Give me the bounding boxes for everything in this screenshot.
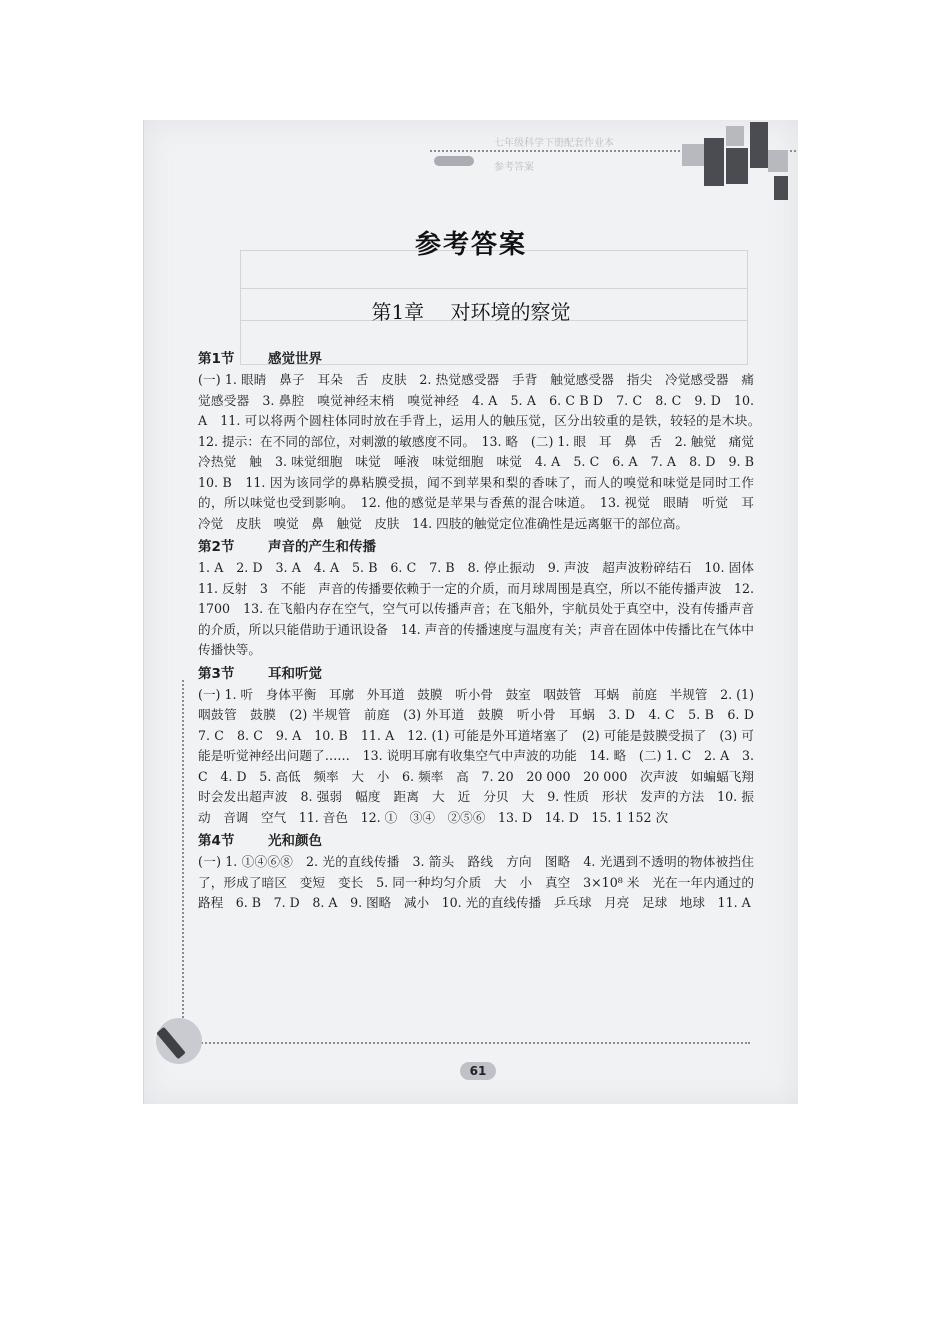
bleed-line [240, 288, 748, 289]
section-name: 耳和听觉 [268, 665, 322, 682]
section-number: 第4节 [198, 833, 235, 849]
section-answers-1: (一) 1. 眼睛 鼻子 耳朵 舌 皮肤 2. 热觉感受器 手背 触觉感受器 指尖 冷觉感受器 痛觉感受器 3. 鼻腔 嗅觉神经末梢 嗅觉神经 4. A 5. A 6. C B D 7. C 8. C 9. D 10. A 11. 可以将两个圆柱体同时放在手背上，运用人的触压觉，区分出较重的是铁，较轻的是木块。 12. 提示：在不同的部位，对刺激的敏感度不同。 13. 略 (二) 1. 眼 耳 鼻 舌 2. 触觉 痛觉 冷热觉 触 3. 味觉细胞 味觉 唾液 味觉细胞 味觉 4. A 5. C 6. A 7. A 8. D 9. B 10. B 11. 因为该同学的鼻粘膜受损，闻不到苹果和梨的香味了，而人的嗅觉和味觉是同时工作的，所以味觉也受到影响。 12. 他的感觉是苹果与香蕉的混合味道。 13. 视觉 眼睛 听觉 耳 冷觉 皮肤 嗅觉 鼻 触觉 皮肤 14. 四肢的触觉定位准确性是远离躯干的部位高。 [198, 372, 767, 531]
section-name: 光和颜色 [268, 833, 322, 849]
section-heading-3 [198, 663, 754, 685]
page-number: 61 [460, 1062, 496, 1080]
header-block-ornament [678, 120, 798, 210]
chapter-heading [144, 296, 798, 325]
header-faint-text-2: 参考答案 [494, 162, 534, 173]
section-name: 感觉世界 [268, 351, 322, 367]
footer-dotted-vertical [182, 680, 184, 1042]
scanned-page [143, 120, 798, 1104]
chapter-name: 对环境的察觉 [450, 300, 571, 324]
section-name: 声音的产生和传播 [268, 539, 376, 555]
section-answers-4: (一) 1. ①④⑥⑧ 2. 光的直线传播 3. 箭头 路线 方向 图略 4. 光遇到不透明的物体被挡住了，形成了暗区 变短 变长 5. 同一种均匀介质 大 小 真空 3×10⁸ 米 光在一年内通过的路程 6. B 7. D 8. A 9. 图略 减小 10. 光的直线传播 乒乓球 月亮 足球 地球 11. A [198, 854, 754, 910]
header-faint-text-1: 七年级科学下册配套作业本 [494, 138, 614, 149]
section-heading-4 [198, 830, 754, 852]
section-answers-3: (一) 1. 听 身体平衡 耳廓 外耳道 鼓膜 听小骨 鼓室 咽鼓管 耳蜗 前庭 半规管 2. (1) 咽鼓管 鼓膜 (2) 半规管 前庭 (3) 外耳道 鼓膜 听小骨 耳蜗 3. D 4. C 5. B 6. D 7. C 8. C 9. A 10. B 11. A 12. (1) 可能是外耳道堵塞了 (2) 可能是鼓膜受损了 (3) 可能是听觉神经出问题了…… 13. 说明耳廓有收集空气中声波的功能 14. 略 (二) 1. C 2. A 3. C 4. D 5. 高低 频率 大 小 6. 频率 高 7. 20 20 000 20 000 次声波 如蝙蝠飞翔时会发出超声波 8. 强弱 幅度 距离 大 近 分贝 大 9. 性质 形状 发声的方法 10. 振动 音调 空气 11. 音色 12. ① ③④ ②⑤⑥ 13. D 14. D 15. 1 152 次 [198, 686, 767, 825]
section-number: 第1节 [198, 351, 235, 367]
footer-dotted-rule [190, 1042, 750, 1044]
page-title: 参考答案 [414, 230, 527, 260]
section-number: 第2节 [198, 539, 235, 555]
section-heading-2 [198, 536, 754, 558]
section-number: 第3节 [198, 665, 235, 682]
section-answers-2: 1. A 2. D 3. A 4. A 5. B 6. C 7. B 8. 停止振动 9. 声波 超声波粉碎结石 10. 固体 11. 反射 3 不能 声音的传播要依赖于一定的介质，而月球周围是真空，所以不能传播声波 12. 1700 13. 在飞船内存在空气，空气可以传播声音；在飞船外，宇航员处于真空中，没有传播声音的介质，所以只能借助于通讯设备 14. 声音的传播速度与温度有关；声音在固体中传播比在气体中传播快等。 [198, 560, 767, 657]
section-heading-1 [198, 348, 754, 370]
chapter-number: 第1章 [371, 300, 425, 324]
header-badge [434, 156, 474, 166]
answer-content [198, 346, 767, 914]
